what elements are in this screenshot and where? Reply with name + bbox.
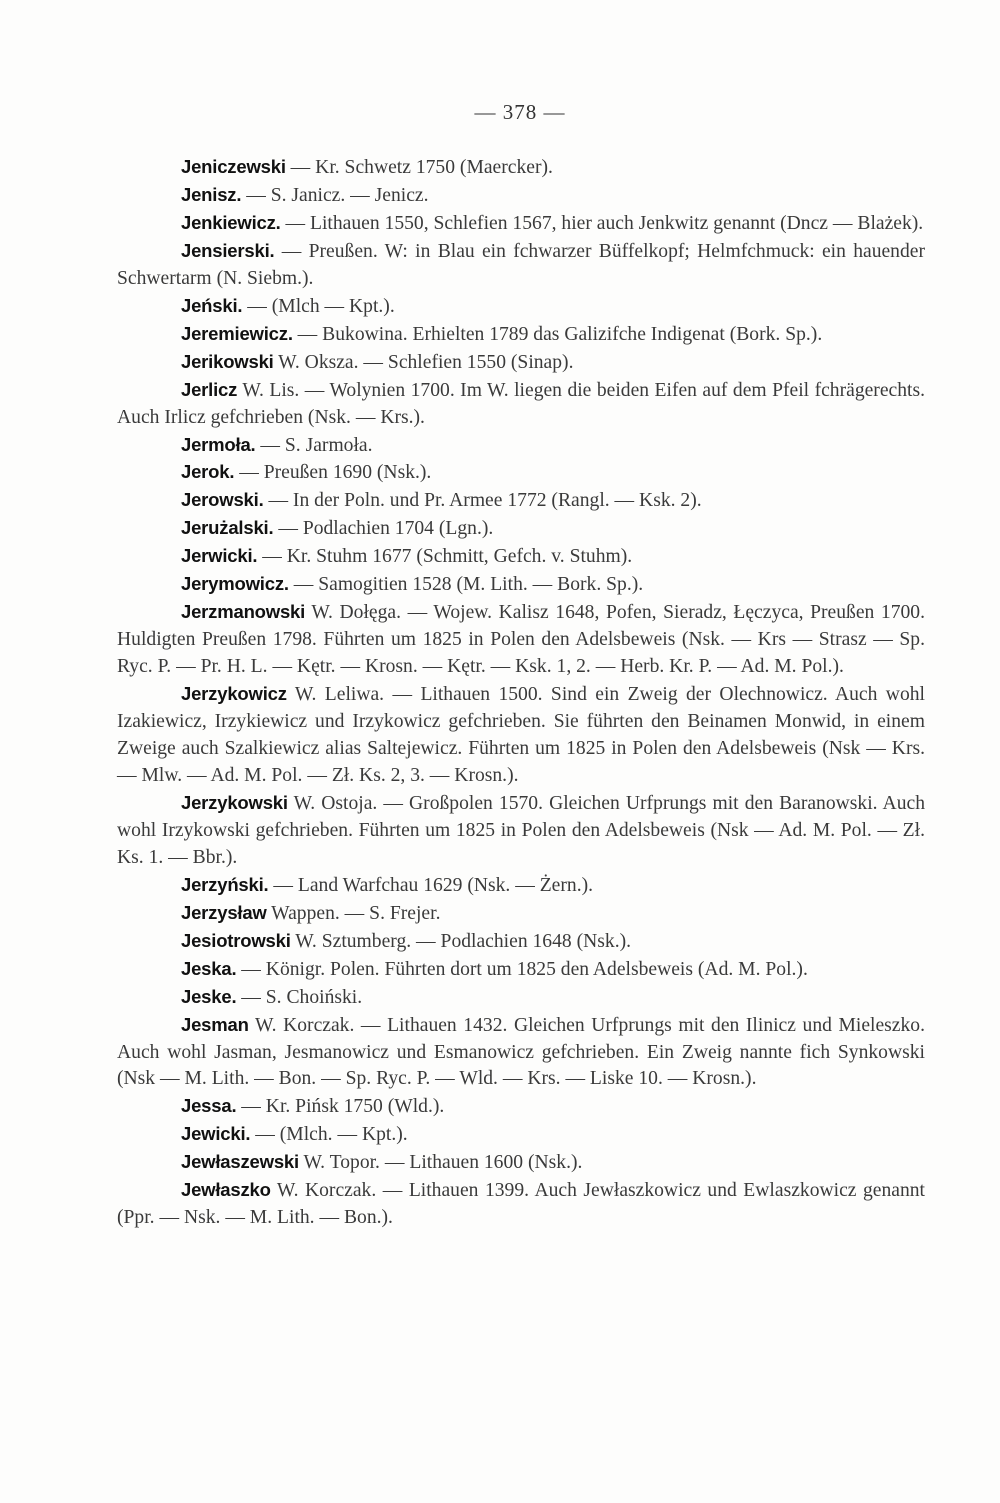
entry-text: — S. Jarmoła. bbox=[260, 434, 373, 456]
entry-headword: Jermoła. bbox=[181, 433, 256, 455]
entry-headword: Jerzykowicz bbox=[181, 683, 287, 705]
entry bbox=[117, 956, 925, 984]
entry-text: — S. Janicz. — Jenicz. bbox=[246, 184, 429, 206]
entry-headword: Jesman bbox=[181, 1013, 249, 1035]
page-number: — 378 — bbox=[474, 100, 566, 124]
entry bbox=[117, 1093, 925, 1121]
entry-text: — Samogitien 1528 (M. Lith. — Bork. Sp.). bbox=[293, 574, 644, 596]
entry bbox=[117, 984, 925, 1012]
entry-headword: Jenkiewicz. bbox=[181, 211, 281, 233]
entry bbox=[117, 1012, 925, 1094]
entry bbox=[117, 900, 925, 928]
entry bbox=[117, 459, 925, 487]
entry-headword: Jerużalski. bbox=[181, 517, 274, 539]
entry-headword: Jerowski. bbox=[181, 489, 264, 511]
entry-headword: Jessa. bbox=[181, 1095, 237, 1117]
entry-text: — Kr. Stuhm 1677 (Schmitt, Gefch. v. Stuhm). bbox=[262, 546, 633, 568]
entry bbox=[117, 349, 925, 377]
entry bbox=[117, 154, 925, 182]
entry bbox=[117, 432, 925, 460]
entry-headword: Jeniczewski bbox=[181, 156, 286, 177]
entry-headword: Jeske. bbox=[181, 985, 237, 1007]
entry bbox=[117, 1149, 925, 1177]
entry-headword: Jerzykowski bbox=[181, 791, 288, 813]
entry-text: Wappen. — S. Frejer. bbox=[271, 902, 441, 924]
entry-headword: Jerzysław bbox=[181, 901, 267, 923]
entry-headword: Jeremiewicz. bbox=[181, 322, 293, 344]
entry bbox=[117, 515, 925, 543]
entry-text: W. Topor. — Lithauen 1600 (Nsk.). bbox=[303, 1152, 583, 1174]
entry-text: W. Ostoja. — Großpolen 1570. Gleichen Urfprungs mit den Baranowski. Auch wohl Irzykowski gefchrieben. Führten um 1825 in Polen den Adelsbeweis (Nsk — Ad. M. Pol. — Zł. Ks. 1. — Bbr.). bbox=[117, 792, 925, 868]
entry-text: W. Korczak. — Lithauen 1399. Auch Jewłaszkowicz und Ewlaszkowicz genannt (Ppr. — Nsk. — M. Lith. — Bon.). bbox=[117, 1180, 925, 1229]
entry-text: — In der Poln. und Pr. Armee 1772 (Rangl. — Ksk. 2). bbox=[268, 490, 702, 512]
entry bbox=[117, 1177, 925, 1232]
entry-headword: Jewicki. bbox=[181, 1123, 251, 1145]
entry bbox=[117, 321, 925, 349]
entry-text: — Königr. Polen. Führten dort um 1825 den Adelsbeweis (Ad. M. Pol.). bbox=[241, 958, 808, 980]
entry bbox=[117, 293, 925, 321]
entry-headword: Jerok. bbox=[181, 461, 235, 483]
entry-headword: Jerzmanowski bbox=[181, 601, 306, 623]
entry bbox=[117, 377, 925, 432]
entry-headword: Jenisz. bbox=[181, 183, 242, 205]
entry-headword: Jerymowicz. bbox=[181, 573, 289, 595]
entry bbox=[117, 210, 925, 238]
entry-text: — Kr. Pińsk 1750 (Wld.). bbox=[241, 1096, 445, 1118]
entry-text: — Podlachien 1704 (Lgn.). bbox=[278, 518, 494, 540]
entry bbox=[117, 487, 925, 515]
entry-text: — Bukowina. Erhielten 1789 das Galizifche Indigenat (Bork. Sp.). bbox=[297, 323, 823, 345]
entry bbox=[117, 1121, 925, 1149]
entry-text: W. Oksza. — Schlefien 1550 (Sinap). bbox=[278, 351, 574, 373]
entry-text: — Lithauen 1550, Schlefien 1567, hier auch Jenkwitz genannt (Dncz — Blażek). bbox=[285, 212, 924, 234]
entry-headword: Jerlicz bbox=[181, 378, 238, 400]
entry-text: — Preußen 1690 (Nsk.). bbox=[239, 462, 432, 484]
entry-text: — Land Warfchau 1629 (Nsk. — Żern.). bbox=[273, 874, 594, 896]
entry-headword: Jeska. bbox=[181, 957, 237, 979]
entry-text: — (Mlch. — Kpt.). bbox=[255, 1124, 408, 1146]
entry-text: W. Leliwa. — Lithauen 1500. Sind ein Zweig der Olechnowicz. Auch wohl Izakiewicz, Irzykiewicz und Irzykowicz gefchrieben. Sie führten den Beinamen Monwid, in einem Zweige auch Szalkiewicz alias Saltejewicz. Führten um 1825 in Polen den Adelsbeweis (Nsk — Krs. — Mlw. — Ad. M. Pol. — Zł. Ks. 2, 3. — Krosn.). bbox=[117, 684, 925, 786]
entry-headword: Jerikowski bbox=[181, 350, 274, 372]
entry-headword: Jerwicki. bbox=[181, 545, 258, 567]
entry-text: W. Lis. — Wolynien 1700. Im W. liegen die beiden Eifen auf dem Pfeil fchrägerechts. Auch Irlicz gefchrieben (Nsk. — Krs.). bbox=[117, 379, 925, 428]
entry-text: — Preußen. W: in Blau ein fchwarzer Büffelkopf; Helmfchmuck: ein hauender Schwertarm (N. Siebm.). bbox=[117, 240, 925, 289]
entry-headword: Jewłaszko bbox=[181, 1179, 271, 1201]
entry-text: W. Korczak. — Lithauen 1432. Gleichen Urfprungs mit den Ilinicz und Mieleszko. Auch wohl Jasman, Jesmanowicz und Esmanowicz gefchrieben. Ein Zweig nannte fich Synkowski (Nsk — M. Lith. — Bon. — Sp. Ryc. P. — Wld. — Krs. — Liske 10. — Krosn.). bbox=[117, 1014, 925, 1090]
entry bbox=[117, 543, 925, 571]
entry-text: W. Sztumberg. — Podlachien 1648 (Nsk.). bbox=[295, 930, 632, 952]
entry bbox=[117, 681, 925, 790]
entry-headword: Jewłaszewski bbox=[181, 1151, 299, 1173]
entry-text: W. Dołęga. — Wojew. Kalisz 1648, Pofen, Sieradz, Łęczyca, Preußen 1700. Huldigten Preußen 1798. Führten um 1825 in Polen den Adelsbeweis (Nsk. — Krs — Strasz — Sp. Ryc. P. — Pr. H. L. — Kętr. — Krosn. — Kętr. — Ksk. 1, 2. — Herb. Kr. P. — Ad. M. Pol.). bbox=[117, 602, 926, 678]
entry-text: — Kr. Schwetz 1750 (Maercker). bbox=[290, 157, 553, 178]
entry-list bbox=[117, 154, 925, 1232]
entry-headword: Jesiotrowski bbox=[181, 929, 291, 951]
entry-text: — (Mlch — Kpt.). bbox=[247, 295, 395, 317]
entry-text: — S. Choiński. bbox=[241, 986, 363, 1008]
entry bbox=[117, 599, 925, 681]
entry-headword: Jerzyński. bbox=[181, 873, 269, 895]
entry-headword: Jeński. bbox=[181, 294, 243, 316]
entry bbox=[117, 790, 925, 872]
entry-headword: Jensierski. bbox=[181, 239, 275, 261]
entry bbox=[117, 238, 925, 293]
entry bbox=[117, 872, 925, 900]
entry bbox=[117, 928, 925, 956]
entry bbox=[117, 571, 925, 599]
entry bbox=[117, 182, 925, 210]
